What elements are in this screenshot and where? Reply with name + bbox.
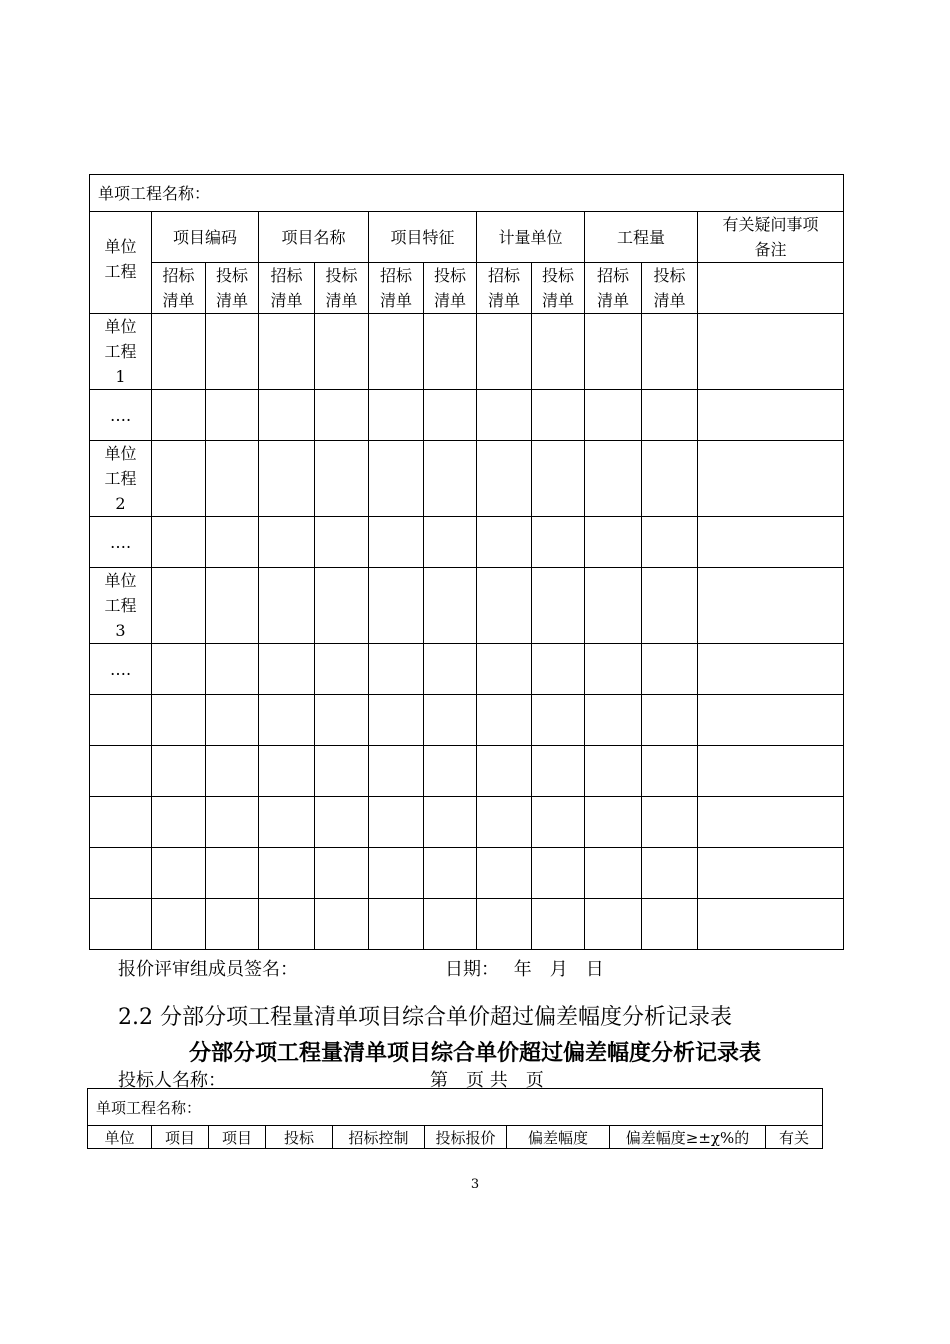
table-row [90,797,844,848]
unit-cell: 单位工程1 [90,314,152,390]
deviation-table [87,1088,823,1149]
table-cell[interactable] [259,644,315,695]
table-cell[interactable] [477,848,532,899]
table-cell[interactable] [206,695,259,746]
table-row [90,695,844,746]
table-cell[interactable] [585,314,642,390]
table-cell[interactable] [259,441,315,517]
column-header: 工程量 [585,212,698,263]
table-cell[interactable] [532,390,585,441]
table-cell[interactable] [315,899,369,950]
table-row [90,644,844,695]
table-cell[interactable] [152,568,206,644]
column-header: 项目名称 [259,212,369,263]
unit-cell [90,848,152,899]
table-cell[interactable] [206,517,259,568]
signature-label: 报价评审组成员签名： [118,959,298,980]
page-number: 3 [470,1177,480,1192]
bid-list-header: 投标清单 [532,263,585,314]
table-cell[interactable] [642,314,698,390]
table-cell[interactable] [369,848,424,899]
table-cell[interactable] [532,644,585,695]
table-cell[interactable] [206,568,259,644]
column-header: 项目 [209,1126,266,1149]
table-cell[interactable] [585,390,642,441]
table-cell[interactable] [424,848,477,899]
table-cell[interactable] [259,848,315,899]
table-cell[interactable] [532,695,585,746]
table-cell[interactable] [477,899,532,950]
table-cell[interactable] [259,390,315,441]
table-cell[interactable] [642,899,698,950]
table-cell[interactable] [642,746,698,797]
table-cell[interactable] [698,797,844,848]
table-cell[interactable] [424,644,477,695]
tender-list-header: 招标清单 [477,263,532,314]
table-cell[interactable] [152,644,206,695]
table-cell[interactable] [698,517,844,568]
table-cell[interactable] [477,568,532,644]
table-row [90,899,844,950]
table-cell[interactable] [477,390,532,441]
column-header: 投标报价 [425,1126,507,1149]
table-cell[interactable] [642,517,698,568]
table-cell[interactable] [585,568,642,644]
section-heading: 2.2 分部分项工程量清单项目综合单价超过偏差幅度分析记录表 [118,1005,732,1030]
table-cell[interactable] [315,746,369,797]
table-cell[interactable] [642,695,698,746]
column-header: 项目 [152,1126,209,1149]
table-cell[interactable] [698,314,844,390]
table-cell[interactable] [206,899,259,950]
column-header: 有关 [766,1126,823,1149]
unit-cell: 单位工程2 [90,441,152,517]
unit-cell [90,797,152,848]
unit-cell [90,695,152,746]
table-cell[interactable] [424,517,477,568]
table-cell[interactable] [585,695,642,746]
table-cell[interactable] [152,517,206,568]
table-cell[interactable] [152,899,206,950]
table-cell[interactable] [369,314,424,390]
table-cell[interactable] [315,314,369,390]
column-header: 招标控制 [333,1126,425,1149]
column-header: 偏差幅度 [507,1126,610,1149]
table-cell[interactable] [424,797,477,848]
bidder-label: 投标人名称： [118,1070,226,1091]
table-cell[interactable] [477,441,532,517]
table-cell[interactable] [642,441,698,517]
column-header: 偏差幅度≥±χ%的 [610,1126,766,1149]
table-cell[interactable] [585,746,642,797]
table-cell[interactable] [532,746,585,797]
table-cell[interactable] [532,797,585,848]
table-cell[interactable] [642,390,698,441]
table-cell[interactable] [315,797,369,848]
table-cell[interactable] [152,797,206,848]
table-cell[interactable] [532,848,585,899]
table-cell[interactable] [424,568,477,644]
table-cell[interactable] [369,441,424,517]
table-cell[interactable] [424,314,477,390]
bid-list-header: 投标清单 [315,263,369,314]
table-cell[interactable] [698,644,844,695]
table-title: 单项工程名称： [88,1089,823,1126]
tender-list-header: 招标清单 [152,263,206,314]
table-cell[interactable] [585,441,642,517]
table-cell[interactable] [585,899,642,950]
table-cell[interactable] [206,746,259,797]
table-cell[interactable] [477,797,532,848]
table-cell[interactable] [369,797,424,848]
table-cell[interactable] [152,848,206,899]
table-cell[interactable] [315,568,369,644]
table-cell[interactable] [259,746,315,797]
column-header: 投标 [266,1126,333,1149]
table-row [90,441,844,517]
table-cell[interactable] [206,390,259,441]
table-cell[interactable] [532,441,585,517]
table-cell[interactable] [206,314,259,390]
table-row [90,314,844,390]
table-cell[interactable] [259,797,315,848]
table-cell[interactable] [698,441,844,517]
unit-cell: 单位工程3 [90,568,152,644]
table-cell[interactable] [585,848,642,899]
unit-cell [90,746,152,797]
table-cell[interactable] [315,441,369,517]
table-cell[interactable] [477,314,532,390]
table-cell[interactable] [477,517,532,568]
column-header: 项目编码 [152,212,259,263]
table-cell[interactable] [585,517,642,568]
table-cell[interactable] [152,314,206,390]
table-cell[interactable] [315,390,369,441]
table-cell[interactable] [698,695,844,746]
table-cell[interactable] [642,848,698,899]
table-cell[interactable] [206,644,259,695]
table-row [90,848,844,899]
table-row [90,568,844,644]
table-cell[interactable] [532,314,585,390]
tender-list-header: 招标清单 [585,263,642,314]
table-cell[interactable] [424,695,477,746]
table-cell[interactable] [585,644,642,695]
table-cell[interactable] [424,899,477,950]
table-cell[interactable] [315,644,369,695]
table-cell[interactable] [369,746,424,797]
date-label: 日期： 年 月 日 [445,959,604,980]
table-cell[interactable] [477,695,532,746]
page-info: 第 页 共 页 [430,1070,544,1091]
table-cell[interactable] [369,644,424,695]
table-cell[interactable] [206,797,259,848]
column-header: 计量单位 [477,212,585,263]
table-cell[interactable] [152,441,206,517]
table-row [90,390,844,441]
column-header: 项目特征 [369,212,477,263]
table-cell[interactable] [315,848,369,899]
table-cell[interactable] [642,568,698,644]
table-cell[interactable] [259,695,315,746]
bid-list-header: 投标清单 [424,263,477,314]
table-cell[interactable] [369,568,424,644]
column-header: 单位 [88,1126,152,1149]
table-cell[interactable] [698,390,844,441]
table-cell[interactable] [369,695,424,746]
table-cell[interactable] [477,644,532,695]
table-heading: 分部分项工程量清单项目综合单价超过偏差幅度分析记录表 [188,1040,761,1066]
table-cell[interactable] [642,644,698,695]
table-cell[interactable] [259,314,315,390]
table-title: 单项工程名称： [90,175,844,212]
table-cell[interactable] [477,746,532,797]
bid-list-header: 投标清单 [206,263,259,314]
table-cell[interactable] [424,746,477,797]
unit-cell: …. [90,517,152,568]
table-cell[interactable] [698,899,844,950]
table-cell[interactable] [206,848,259,899]
table-cell[interactable] [259,899,315,950]
table-cell[interactable] [152,746,206,797]
table-cell[interactable] [532,568,585,644]
tender-list-header: 招标清单 [259,263,315,314]
unit-cell: …. [90,644,152,695]
notes-header: 有关疑问事项备注 [698,212,844,263]
table-cell[interactable] [698,568,844,644]
table-cell[interactable] [152,695,206,746]
table-cell[interactable] [424,441,477,517]
unit-header: 单位工程 [90,212,152,314]
table-cell[interactable] [532,517,585,568]
bid-list-header: 投标清单 [642,263,698,314]
table-cell[interactable] [206,441,259,517]
unit-cell [90,899,152,950]
table-cell[interactable] [315,695,369,746]
table-cell[interactable] [642,797,698,848]
table-cell[interactable] [315,517,369,568]
table-cell[interactable] [369,899,424,950]
table-cell[interactable] [532,899,585,950]
project-list-table [89,174,844,950]
table-cell[interactable] [369,390,424,441]
table-cell[interactable] [698,746,844,797]
notes-cell [698,263,844,314]
table-cell[interactable] [424,390,477,441]
table-cell[interactable] [698,848,844,899]
table-cell[interactable] [259,568,315,644]
table-row [90,517,844,568]
table-cell[interactable] [369,517,424,568]
table-cell[interactable] [259,517,315,568]
unit-cell: …. [90,390,152,441]
table-cell[interactable] [585,797,642,848]
tender-list-header: 招标清单 [369,263,424,314]
table-row [90,746,844,797]
table-cell[interactable] [152,390,206,441]
